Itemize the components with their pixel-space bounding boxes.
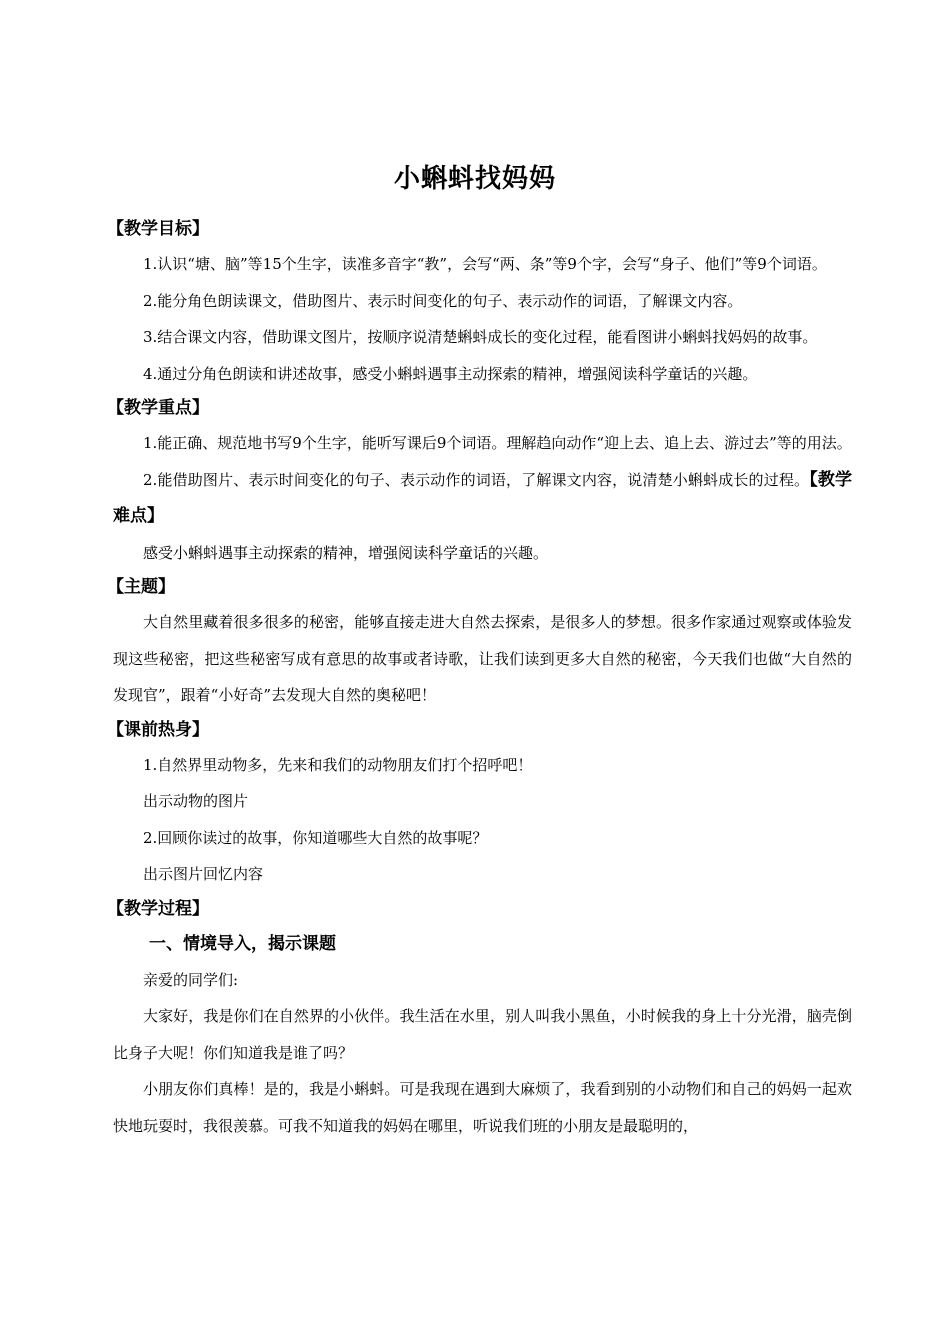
paragraph: 出示图片回忆内容 — [143, 865, 264, 883]
paragraph-with-inline-heading — [113, 462, 852, 535]
paragraph: 小朋友你们真棒！是的，我是小蝌蚪。可是我现在遇到大麻烦了，我看到别的小动物们和自己的妈妈一起欢快地玩耍时，我很羡慕。可我不知道我的妈妈在哪里，听说我们班的小朋友是最聪明的， — [113, 1080, 852, 1135]
paragraph: 大家好，我是你们在自然界的小伙伴。我生活在水里，别人叫我小黑鱼，小时候我的身上十分光滑，脑壳倒比身子大呢！你们知道我是谁了吗？ — [113, 1007, 852, 1062]
subsection-heading: 一、情境导入，揭示课题 — [149, 933, 336, 954]
paragraph: 2.能分角色朗读课文，借助图片、表示时间变化的句子、表示动作的词语，了解课文内容。 — [143, 291, 743, 310]
section-heading-process: 【教学过程】 — [107, 898, 209, 919]
paragraph: 2.回顾你读过的故事，你知道哪些大自然的故事呢？ — [143, 828, 488, 847]
section-heading-warmup: 【课前热身】 — [107, 719, 209, 740]
paragraph: 亲爱的同学们: — [143, 970, 239, 989]
section-heading-theme: 【主题】 — [107, 577, 175, 597]
paragraph: 3.结合课文内容，借助课文图片，按顺序说清楚蝌蚪成长的变化过程，能看图讲小蝌蚪找妈妈的故事。 — [143, 328, 818, 346]
paragraph: 出示动物的图片 — [143, 792, 249, 810]
document-body — [107, 213, 852, 1144]
section-heading-key-points: 【教学重点】 — [107, 398, 209, 418]
paragraph: 大自然里藏着很多很多的秘密，能够直接走进大自然去探索，是很多人的梦想。很多作家通过观察或体验发现这些秘密，把这些秘密写成有意思的故事或者诗歌，让我们读到更多大自然的秘密，今天我们也做“大自然的发现官”，跟着“小好奇”去发现大自然的奥秘吧！ — [113, 613, 852, 704]
section-heading-difficulties: 【教学难点】 — [113, 469, 852, 526]
paragraph: 1.自然界里动物多，先来和我们的动物朋友们打个招呼吧！ — [143, 755, 533, 774]
page-title: 小蝌蚪找妈妈 — [393, 164, 556, 194]
paragraph-text: 2.能借助图片、表示时间变化的句子、表示动作的词语，了解课文内容，说清楚小蝌蚪成长的过程。 — [143, 470, 810, 489]
paragraph: 1.能正确、规范地书写9个生字，能听写课后9个词语。理解趋向动作“迎上去、追上去、游过去”等的用法。 — [143, 434, 852, 452]
paragraph: 1.认识“塘、脑”等15个生字，读准多音字“教”，会写“两、条”等9个字，会写“身子、他们”等9个词语。 — [143, 255, 827, 273]
paragraph: 感受小蝌蚪遇事主动探索的精神，增强阅读科学童话的兴趣。 — [143, 543, 549, 562]
paragraph: 4.通过分角色朗读和讲述故事，感受小蝌蚪遇事主动探索的精神，增强阅读科学童话的兴趣。 — [143, 364, 758, 383]
section-heading-objectives: 【教学目标】 — [107, 219, 209, 239]
